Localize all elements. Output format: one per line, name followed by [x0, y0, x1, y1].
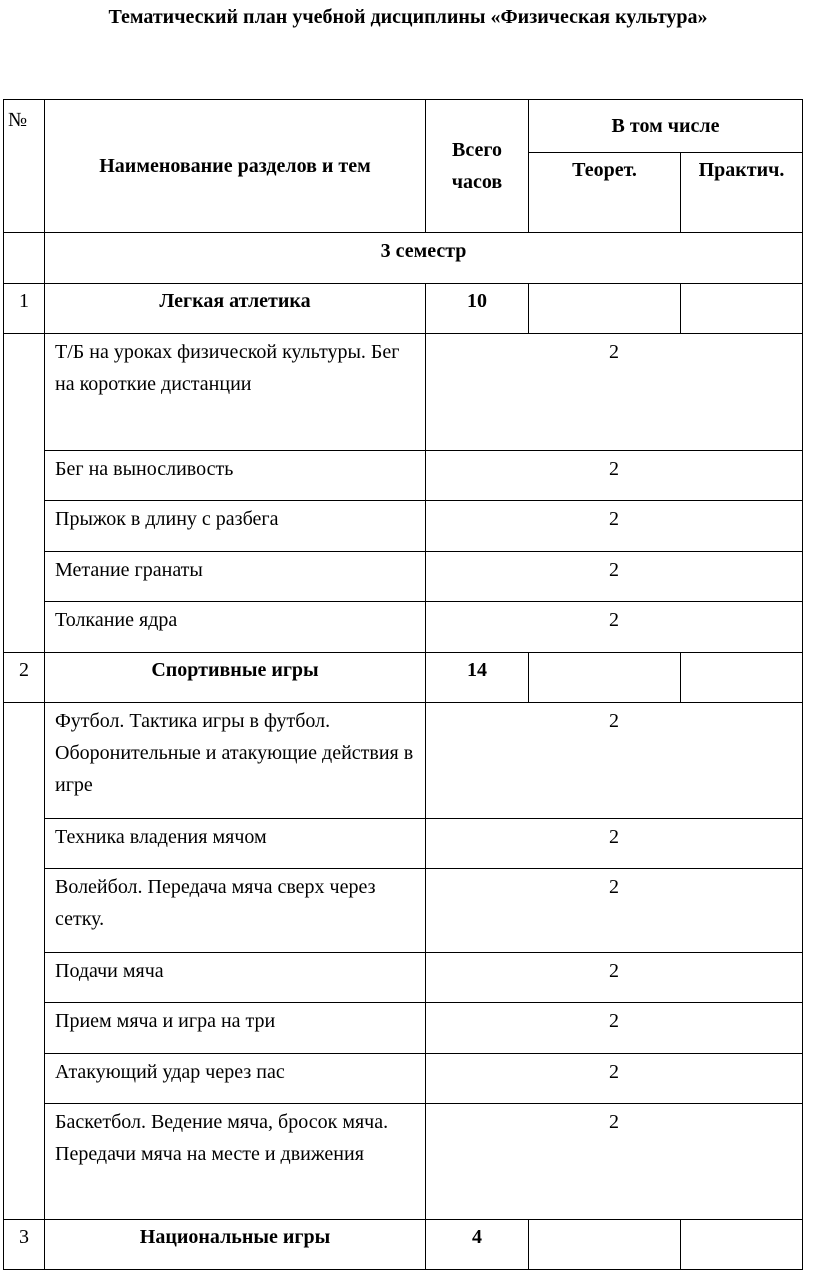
header-row-1 [4, 100, 803, 153]
topic-practice: 2 [426, 1104, 803, 1220]
header-total: Всего часов [426, 100, 529, 233]
topic-name: Атакующий удар через пас [45, 1054, 426, 1104]
topic-practice: 2 [426, 953, 803, 1003]
topic-row [4, 501, 803, 552]
topic-row [4, 703, 803, 819]
topic-row [4, 869, 803, 953]
section-theory [529, 1220, 681, 1270]
topic-practice: 2 [426, 451, 803, 501]
section-theory [529, 653, 681, 703]
topic-row [4, 1104, 803, 1220]
section-name: Национальные игры [45, 1220, 426, 1270]
topic-row [4, 953, 803, 1003]
topic-name: Бег на выносливость [45, 451, 426, 501]
section-num: 3 [4, 1220, 45, 1270]
semester-num-cell [4, 233, 45, 284]
topic-name: Т/Б на уроках физической культуры. Бег на короткие дистанции [45, 334, 426, 451]
page-title: Тематический план учебной дисциплины «Физическая культура» [108, 6, 708, 28]
topic-practice: 2 [426, 1054, 803, 1104]
section-practice [681, 284, 803, 334]
section-name: Легкая атлетика [45, 284, 426, 334]
section-row [4, 653, 803, 703]
semester-row [4, 233, 803, 284]
header-including: В том числе [529, 100, 803, 153]
topic-name: Прием мяча и игра на три [45, 1003, 426, 1054]
topic-row [4, 552, 803, 602]
section-num: 1 [4, 284, 45, 334]
thematic-plan-table [3, 99, 803, 1270]
section-num: 2 [4, 653, 45, 703]
topic-name: Толкание ядра [45, 602, 426, 653]
topic-row [4, 1003, 803, 1054]
header-num: № [4, 100, 45, 233]
header-name: Наименование разделов и тем [45, 100, 426, 233]
topic-row [4, 819, 803, 869]
section-row [4, 284, 803, 334]
section-row [4, 1220, 803, 1270]
topic-practice: 2 [426, 334, 803, 451]
topic-practice: 2 [426, 1003, 803, 1054]
topic-practice: 2 [426, 869, 803, 953]
semester-label: 3 семестр [45, 233, 803, 284]
topic-row [4, 334, 803, 451]
topic-practice: 2 [426, 552, 803, 602]
topic-row [4, 1054, 803, 1104]
topic-name: Футбол. Тактика игры в футбол. Оборонительные и атакующие действия в игре [45, 703, 426, 819]
topic-practice: 2 [426, 703, 803, 819]
topic-practice: 2 [426, 819, 803, 869]
section-hours: 14 [426, 653, 529, 703]
section-hours: 4 [426, 1220, 529, 1270]
section-practice [681, 653, 803, 703]
section-name: Спортивные игры [45, 653, 426, 703]
topic-name: Техника владения мячом [45, 819, 426, 869]
topic-name: Подачи мяча [45, 953, 426, 1003]
topic-name: Баскетбол. Ведение мяча, бросок мяча. Передачи мяча на месте и движения [45, 1104, 426, 1220]
header-practice: Практич. [681, 153, 803, 233]
section-theory [529, 284, 681, 334]
topic-num-cell [4, 703, 45, 1220]
topic-num-cell [4, 334, 45, 653]
topic-row [4, 602, 803, 653]
topic-name: Прыжок в длину с разбега [45, 501, 426, 552]
topic-practice: 2 [426, 602, 803, 653]
topic-practice: 2 [426, 501, 803, 552]
topic-name: Волейбол. Передача мяча сверх через сетку. [45, 869, 426, 953]
topic-name: Метание гранаты [45, 552, 426, 602]
topic-row [4, 451, 803, 501]
section-hours: 10 [426, 284, 529, 334]
header-theory: Теорет. [529, 153, 681, 233]
section-practice [681, 1220, 803, 1270]
